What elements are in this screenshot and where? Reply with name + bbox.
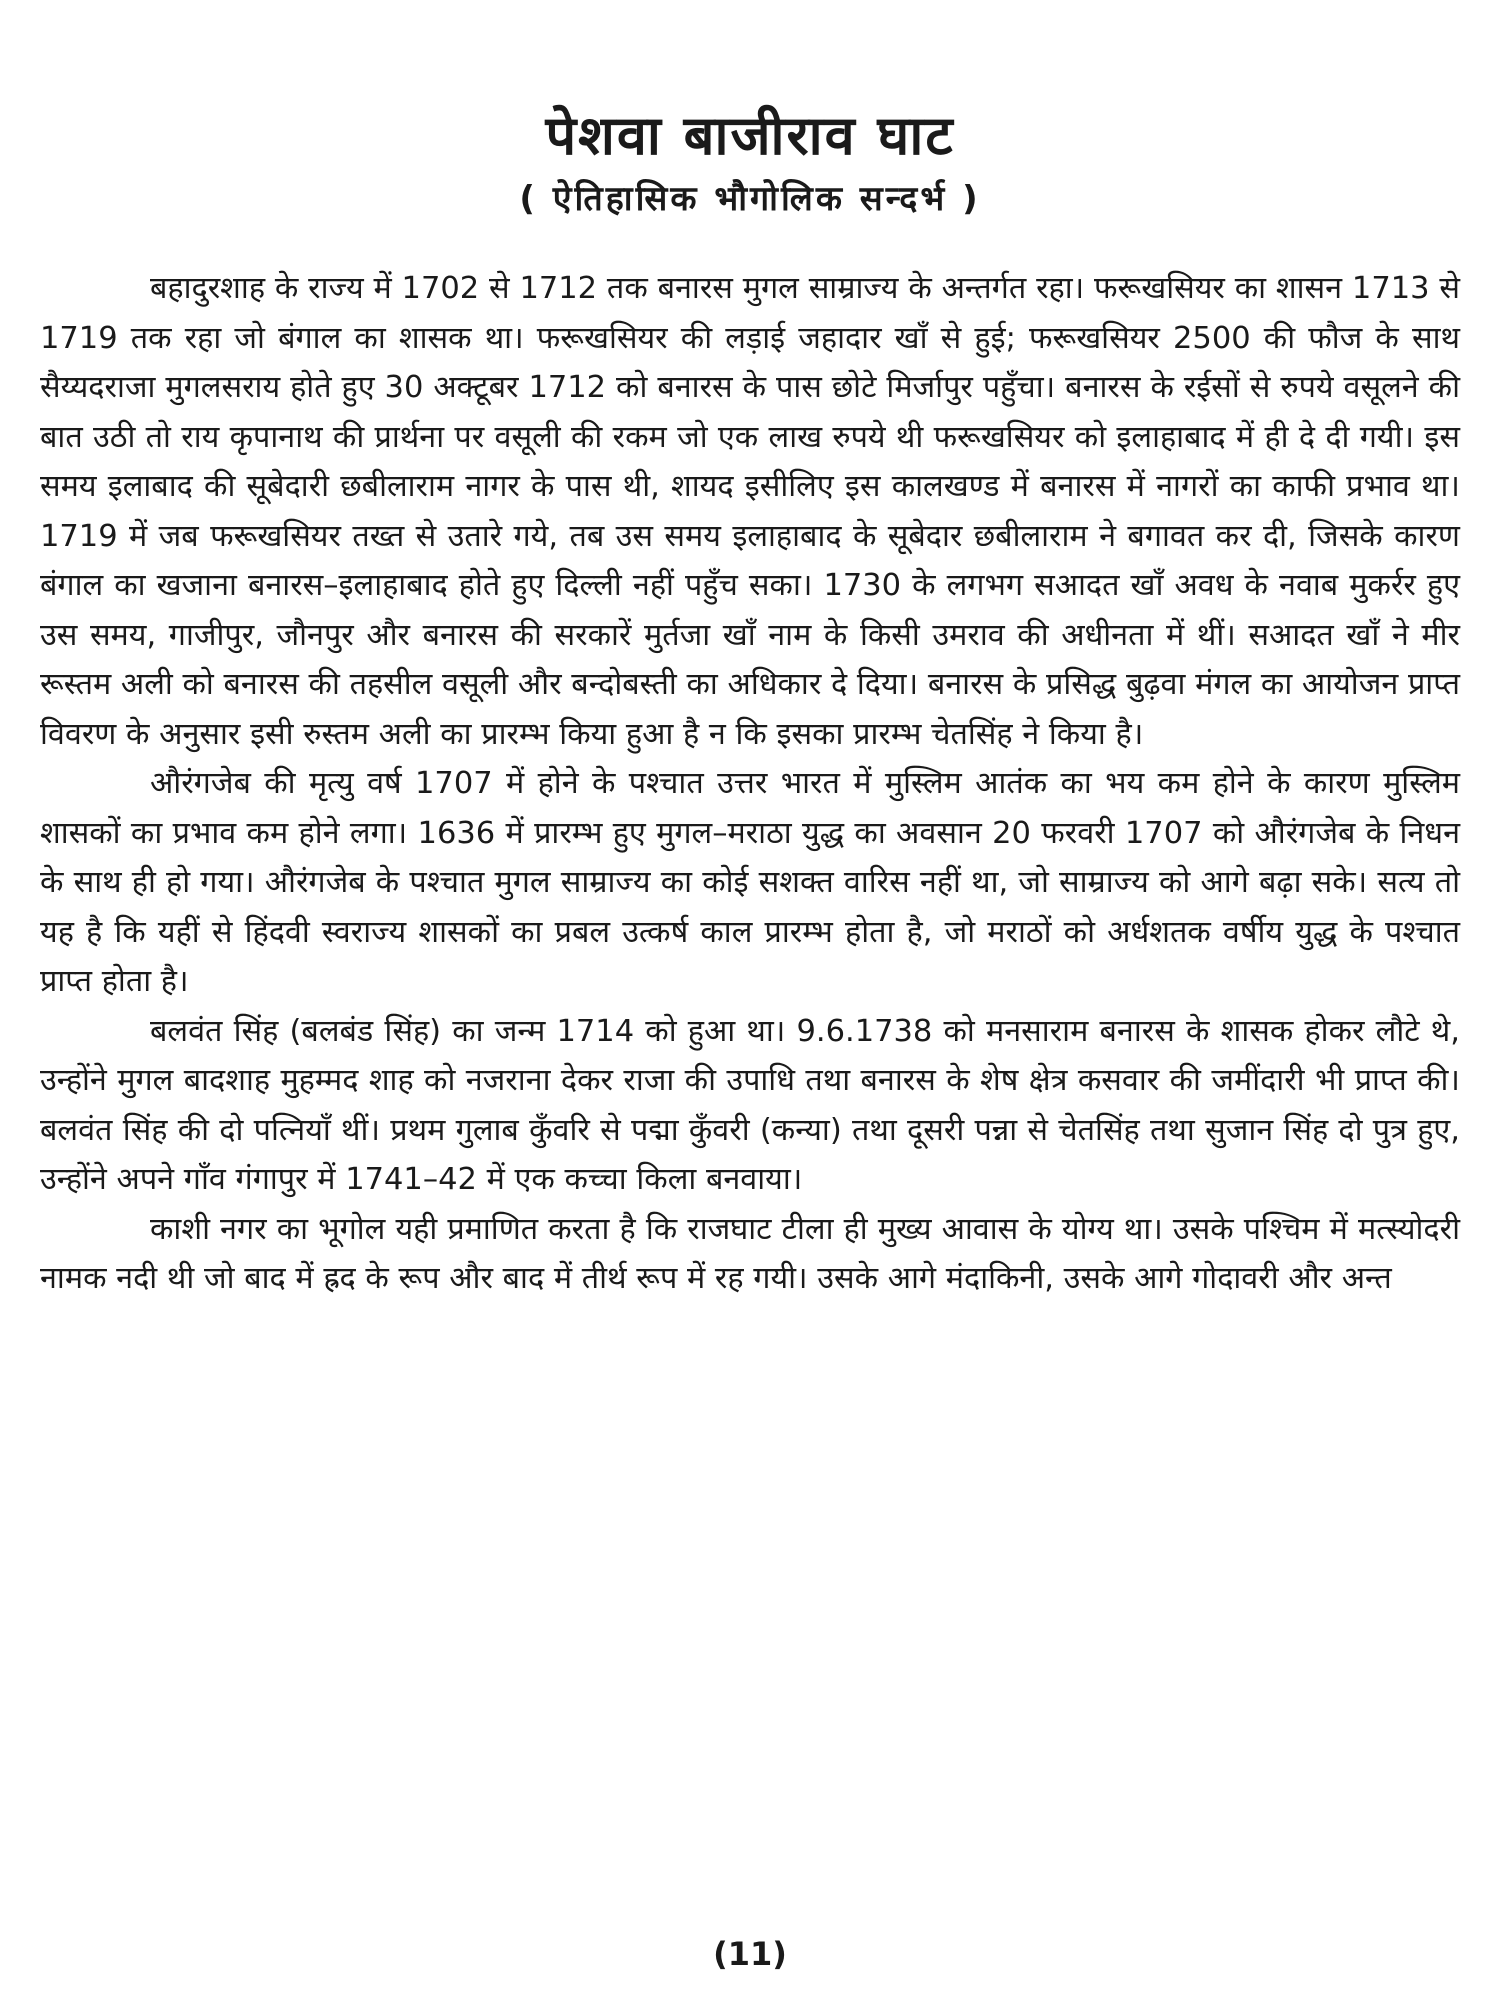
- page-title: पेशवा बाजीराव घाट: [545, 104, 955, 167]
- page-content: [40, 100, 1460, 1304]
- paragraph-2: औरंगजेब की मृत्यु वर्ष 1707 में होने के पश्चात उत्तर भारत में मुस्लिम आतंक का भय कम होने के कारण मुस्लिम शासकों का प्रभाव कम होने लगा। 1636 में प्रारम्भ हुए मुगल–मराठा युद्ध का अवसान 20 फरवरी 1707 को औरंगजेब के निधन के साथ ही हो गया। औरंगजेब के पश्चात मुगल साम्राज्य का कोई सशक्त वारिस नहीं था, जो साम्राज्य को आगे बढ़ा सके। सत्य तो यह है कि यहीं से हिंदवी स्वराज्य शासकों का प्रबल उत्कर्ष काल प्रारम्भ होता है, जो मराठों को अर्धशतक वर्षीय युद्ध के पश्चात प्राप्त होता है।: [40, 766, 1460, 999]
- paragraph-4: काशी नगर का भूगोल यही प्रमाणित करता है कि राजघाट टीला ही मुख्य आवास के योग्य था। उसके पश्चिम में मत्स्योदरी नामक नदी थी जो बाद में ह्रद के रूप और बाद में तीर्थ रूप में रह गयी। उसके आगे मंदाकिनी, उसके आगे गोदावरी और अन्त: [40, 1211, 1460, 1296]
- page-subtitle: ( ऐतिहासिक भौगोलिक सन्दर्भ ): [519, 179, 981, 219]
- paragraph-1: बहादुरशाह के राज्य में 1702 से 1712 तक बनारस मुगल साम्राज्य के अन्तर्गत रहा। फरूखसियर का शासन 1713 से 1719 तक रहा जो बंगाल का शासक था। फरूखसियर की लड़ाई जहादार खाँ से हुई; फरूखसियर 2500 की फौज के साथ सैय्यदराजा मुगलसराय होते हुए 30 अक्टूबर 1712 को बनारस के पास छोटे मिर्जापुर पहुँचा। बनारस के रईसों से रुपये वसूलने की बात उठी तो राय कृपानाथ की प्रार्थना पर वसूली की रकम जो एक लाख रुपये थी फरूखसियर को इलाहाबाद में ही दे दी गयी। इस समय इलाबाद की सूबेदारी छबीलाराम नागर के पास थी, शायद इसीलिए इस कालखण्ड में बनारस में नागरों का काफी प्रभाव था। 1719 में जब फरूखसियर तख्त से उतारे गये, तब उस समय इलाहाबाद के सूबेदार छबीलाराम ने बगावत कर दी, जिसके कारण बंगाल का खजाना बनारस–इलाहाबाद होते हुए दिल्ली नहीं पहुँच सका। 1730 के लगभग सआदत खाँ अवध के नवाब मुकर्रर हुए उस समय, गाजीपुर, जौनपुर और बनारस की सरकारें मुर्तजा खाँ नाम के किसी उमराव की अधीनता में थीं। सआदत खाँ ने मीर रूस्तम अली को बनारस की तहसील वसूली और बन्दोबस्ती का अधिकार दे दिया। बनारस के प्रसिद्ध बुढ़वा मंगल का आयोजन प्राप्त विवरण के अनुसार इसी रुस्तम अली का प्रारम्भ किया हुआ है न कि इसका प्रारम्भ चेतसिंह ने किया है।: [40, 271, 1461, 752]
- paragraph-3: बलवंत सिंह (बलबंड सिंह) का जन्म 1714 को हुआ था। 9.6.1738 को मनसाराम बनारस के शासक होकर लौटे थे, उन्होंने मुगल बादशाह मुहम्मद शाह को नजराना देकर राजा की उपाधि तथा बनारस के शेष क्षेत्र कसवार की जमींदारी भी प्राप्त की। बलवंत सिंह की दो पत्नियाँ थीं। प्रथम गुलाब कुँवरि से पद्मा कुँवरी (कन्या) तथा दूसरी पन्ना से चेतसिंह तथा सुजान सिंह दो पुत्र हुए, उन्होंने अपने गाँव गंगापुर में 1741–42 में एक कच्चा किला बनवाया।: [40, 1013, 1460, 1197]
- page-number: (11): [713, 1935, 787, 1973]
